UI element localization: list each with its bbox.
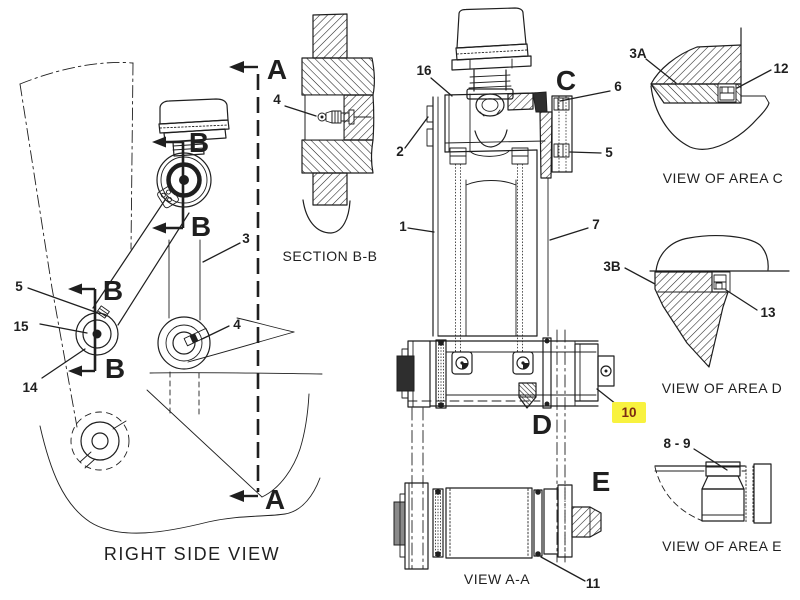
area-letter-d: D (531, 409, 553, 440)
seal-part-13 (714, 275, 726, 289)
callout-4-left[interactable]: 4 (233, 317, 241, 332)
pin-stub (394, 502, 405, 545)
callout-10[interactable]: 10 (621, 405, 637, 420)
bolt-5 (554, 144, 569, 157)
seal-dark-section (533, 92, 547, 112)
callout-11[interactable]: 11 (585, 576, 601, 591)
callout-8-9[interactable]: 8 - 9 (663, 436, 691, 451)
area-c-detail (629, 28, 788, 186)
callout-3[interactable]: 3 (242, 231, 250, 246)
seal-cap-8-9 (706, 462, 740, 476)
trunnion-pin-end (397, 356, 414, 391)
seal-ring-11 (535, 551, 541, 557)
section-letter-b4: B (104, 353, 126, 384)
pin-section (572, 507, 601, 537)
trunnion-tube (397, 338, 614, 408)
caption-area-c: VIEW OF AREA C (662, 170, 784, 186)
callout-5[interactable]: 5 (15, 279, 23, 294)
callout-3b[interactable]: 3B (603, 259, 621, 274)
gland-plate (552, 96, 572, 172)
callout-4-section[interactable]: 4 (273, 92, 281, 107)
pin-boss-4 (158, 317, 210, 369)
callout-5-cyl[interactable]: 5 (605, 145, 613, 160)
callout-16[interactable]: 16 (416, 63, 432, 78)
caption-right-side-view: RIGHT SIDE VIEW (103, 544, 281, 564)
area-letter-e: E (591, 466, 611, 497)
caption-area-e: VIEW OF AREA E (662, 538, 782, 554)
right-side-view (13, 54, 322, 564)
caption-section-bb: SECTION B-B (282, 248, 378, 264)
callout-2[interactable]: 2 (396, 144, 404, 159)
retainer-wedge (519, 383, 536, 408)
callout-12[interactable]: 12 (773, 61, 789, 76)
callout-15[interactable]: 15 (13, 319, 29, 334)
area-letter-c: C (555, 65, 577, 96)
caption-view-aa: VIEW A-A (463, 571, 531, 587)
callout-13[interactable]: 13 (760, 305, 776, 320)
view-aa (394, 466, 610, 591)
rod-end-cap (452, 8, 531, 99)
pin-boss-lower (71, 412, 129, 470)
section-line-a (229, 61, 258, 502)
callout-1[interactable]: 1 (399, 219, 407, 234)
callout-14[interactable]: 14 (22, 380, 38, 395)
section-letter-b1: B (188, 127, 210, 158)
section-letter-a-bottom: A (264, 484, 286, 515)
area-e-detail (655, 436, 782, 554)
bushing-tube (446, 488, 532, 558)
cylinder-head (445, 92, 552, 178)
left-view-leaders (28, 243, 240, 378)
cylinder-assembly (396, 8, 655, 569)
section-letter-a-top: A (266, 54, 288, 85)
section-letter-b2: B (190, 211, 212, 242)
section-letter-b3: B (102, 275, 124, 306)
section-bb-view (273, 14, 377, 264)
callout-3a[interactable]: 3A (629, 46, 647, 61)
port-boss-upper (427, 106, 433, 122)
caption-area-d: VIEW OF AREA D (661, 380, 783, 396)
cylinder-leaders (405, 78, 655, 408)
callout-6[interactable]: 6 (614, 79, 622, 94)
callout-7[interactable]: 7 (592, 217, 600, 232)
area-d-detail (650, 236, 789, 396)
port-boss-lower (427, 129, 433, 146)
